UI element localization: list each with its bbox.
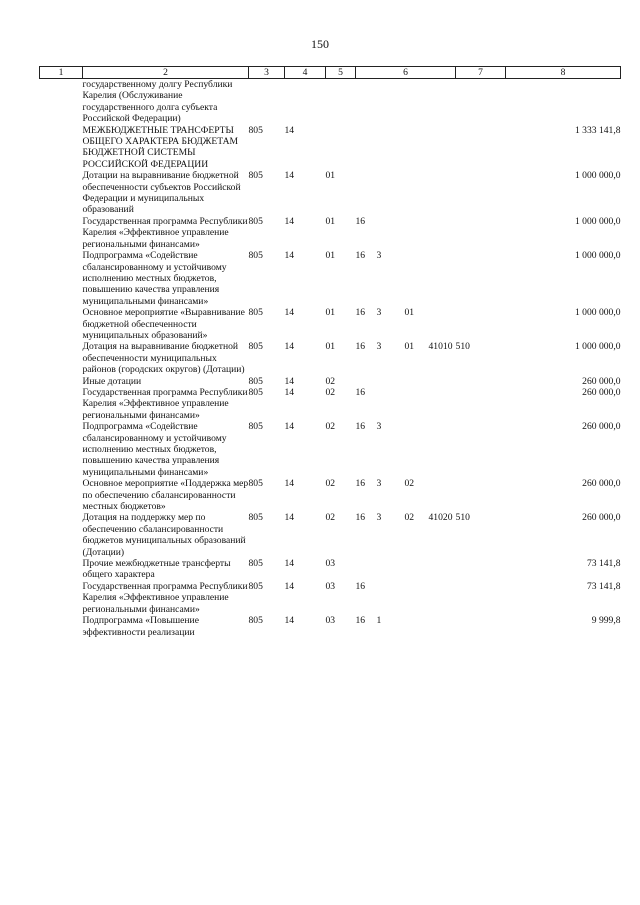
code-subsection — [326, 125, 356, 171]
code-program — [356, 125, 377, 171]
code-ministry: 805 — [248, 215, 263, 227]
code-subsection: 01 — [325, 341, 336, 353]
table-row — [40, 376, 621, 387]
code-ministry — [249, 79, 285, 125]
table-row — [40, 512, 621, 558]
empty-cell — [40, 216, 83, 250]
code-subsection — [326, 79, 356, 125]
row-name: Основное мероприятие «Выравнивание бюджетной обеспеченности муниципальных образований» — [82, 307, 245, 341]
col-header-7: 7 — [456, 67, 506, 79]
table-row — [40, 421, 621, 478]
amount: 1 000 000,0 — [574, 170, 621, 182]
code-subsection: 01 — [325, 250, 336, 262]
code-event — [405, 125, 456, 171]
code-section: 14 — [284, 170, 295, 182]
table-body — [40, 79, 621, 638]
code-subsection: 02 — [325, 375, 336, 387]
code-expense-type — [456, 250, 506, 307]
row-name: Подпрограмма «Содействие сбалансированному и устойчивому исполнению местных бюджетов, повышению качества управления муниципальными финансами» — [82, 421, 227, 478]
code-subsection: 01 — [325, 215, 336, 227]
code-program: 16 — [355, 307, 366, 319]
code-expense-type — [456, 387, 506, 421]
code-event — [405, 307, 456, 341]
code-ministry: 805 — [248, 250, 263, 262]
code-expense-type: 510 — [455, 512, 470, 524]
empty-cell — [40, 478, 83, 512]
code-ministry: 805 — [248, 386, 263, 398]
row-name: Иные дотации — [82, 375, 142, 387]
code-program — [356, 558, 377, 581]
code-section: 14 — [284, 615, 295, 627]
code-expense-type — [456, 125, 506, 171]
table-row — [40, 341, 621, 375]
code-subprogram — [377, 581, 405, 615]
code-expense-type — [456, 307, 506, 341]
amount: 260 000,0 — [582, 478, 621, 490]
row-name: Государственная программа Республики Карелия «Эффективное управление региональными финансами» — [82, 386, 248, 421]
col-header-5: 5 — [326, 67, 356, 79]
code-program: 16 — [355, 341, 366, 353]
code-subsection: 03 — [325, 580, 336, 592]
code-event-number: 02 — [404, 478, 415, 490]
row-name: Подпрограмма «Повышение эффективности реализации — [82, 615, 199, 638]
code-program: 16 — [355, 386, 366, 398]
empty-cell — [40, 558, 83, 581]
row-name: МЕЖБЮДЖЕТНЫЕ ТРАНСФЕРТЫ ОБЩЕГО ХАРАКТЕРА БЮДЖЕТАМ БЮДЖЕТНОЙ СИСТЕМЫ РОССИЙСКОЙ ФЕДЕРАЦИИ — [82, 124, 239, 170]
code-subprogram: 3 — [376, 307, 382, 319]
code-ministry: 805 — [248, 124, 263, 136]
code-expense-type — [456, 421, 506, 478]
code-ministry: 805 — [248, 307, 263, 319]
col-header-6: 6 — [356, 67, 456, 79]
code-program: 16 — [355, 215, 366, 227]
empty-cell — [40, 341, 83, 375]
code-expense-type — [456, 216, 506, 250]
code-subprogram: 3 — [376, 421, 382, 433]
row-name: Государственная программа Республики Карелия «Эффективное управление региональными финансами» — [82, 215, 248, 250]
code-expense-type — [456, 376, 506, 387]
amount: 1 333 141,8 — [574, 124, 621, 136]
code-subprogram: 3 — [376, 478, 382, 490]
code-event — [405, 170, 456, 216]
column-number-row — [40, 67, 621, 79]
code-subprogram — [377, 376, 405, 387]
row-name: государственному долгу Республики Карелия (Обслуживание государственного долга субъекта Российской Федерации) — [82, 79, 233, 125]
empty-cell — [40, 615, 83, 638]
code-section: 14 — [284, 421, 295, 433]
empty-cell — [40, 307, 83, 341]
code-subsection: 01 — [325, 170, 336, 182]
table-row — [40, 558, 621, 581]
empty-cell — [40, 79, 83, 125]
row-name: Государственная программа Республики Карелия «Эффективное управление региональными финансами» — [82, 580, 248, 615]
row-name: Дотация на выравнивание бюджетной обеспеченности муниципальных районов (городских округов) (Дотации) — [82, 341, 245, 376]
col-header-3: 3 — [249, 67, 285, 79]
code-expense-type — [456, 79, 506, 125]
amount — [506, 79, 621, 125]
amount: 260 000,0 — [582, 421, 621, 433]
code-subprogram — [377, 125, 405, 171]
code-section: 14 — [284, 307, 295, 319]
table-row — [40, 615, 621, 638]
empty-cell — [40, 170, 83, 216]
empty-cell — [40, 376, 83, 387]
code-program: 16 — [355, 615, 366, 627]
code-expense-type — [456, 581, 506, 615]
code-direction: 41020 — [428, 512, 453, 524]
code-event — [405, 581, 456, 615]
code-subprogram: 1 — [376, 615, 382, 627]
code-event-number: 01 — [404, 307, 415, 319]
empty-cell — [40, 581, 83, 615]
code-event — [405, 558, 456, 581]
code-expense-type — [456, 558, 506, 581]
code-program: 16 — [355, 250, 366, 262]
amount: 73 141,8 — [586, 558, 621, 570]
empty-cell — [40, 421, 83, 478]
empty-cell — [40, 250, 83, 307]
code-ministry: 805 — [248, 558, 263, 570]
code-expense-type — [456, 478, 506, 512]
code-section — [285, 79, 326, 125]
code-subprogram — [377, 79, 405, 125]
code-section: 14 — [284, 512, 295, 524]
code-expense-type: 510 — [455, 341, 470, 353]
table-row — [40, 307, 621, 341]
code-subsection: 03 — [325, 615, 336, 627]
table-row — [40, 478, 621, 512]
row-name: Подпрограмма «Содействие сбалансированному и устойчивому исполнению местных бюджетов, повышению качества управления муниципальными финансами» — [82, 250, 227, 307]
col-header-2: 2 — [83, 67, 249, 79]
code-event — [405, 512, 456, 558]
amount: 1 000 000,0 — [574, 215, 621, 227]
budget-table — [39, 66, 621, 638]
code-program — [356, 170, 377, 216]
code-section: 14 — [284, 341, 295, 353]
table-row — [40, 216, 621, 250]
table-row — [40, 581, 621, 615]
empty-cell — [40, 387, 83, 421]
table-row — [40, 170, 621, 216]
amount: 1 000 000,0 — [574, 307, 621, 319]
amount: 1 000 000,0 — [574, 250, 621, 262]
amount: 260 000,0 — [582, 386, 621, 398]
code-section: 14 — [284, 386, 295, 398]
code-subsection: 03 — [325, 558, 336, 570]
code-ministry: 805 — [248, 580, 263, 592]
row-name: Прочие межбюджетные трансферты общего характера — [82, 558, 231, 581]
row-name: Дотация на поддержку мер по обеспечению сбалансированности бюджетов муниципальных образований (Дотации) — [82, 512, 246, 558]
amount: 73 141,8 — [586, 580, 621, 592]
code-subsection: 02 — [325, 421, 336, 433]
code-ministry: 805 — [248, 170, 263, 182]
code-section: 14 — [284, 375, 295, 387]
code-section: 14 — [284, 558, 295, 570]
code-event — [405, 250, 456, 307]
code-ministry: 805 — [248, 375, 263, 387]
code-ministry: 805 — [248, 512, 263, 524]
code-ministry: 805 — [248, 478, 263, 490]
table-row — [40, 125, 621, 171]
empty-cell — [40, 512, 83, 558]
code-section: 14 — [284, 478, 295, 490]
code-event — [405, 341, 456, 375]
code-section: 14 — [284, 580, 295, 592]
amount: 1 000 000,0 — [574, 341, 621, 353]
code-expense-type — [456, 615, 506, 638]
col-header-1: 1 — [40, 67, 83, 79]
code-subsection: 02 — [325, 512, 336, 524]
row-name: Дотации на выравнивание бюджетной обеспеченности субъектов Российской Федерации и муниципальных образований — [82, 170, 241, 216]
table-row — [40, 387, 621, 421]
code-subprogram — [377, 170, 405, 216]
col-header-8: 8 — [506, 67, 621, 79]
table-row — [40, 79, 621, 125]
code-subprogram: 3 — [376, 341, 382, 353]
row-name: Основное мероприятие «Поддержка мер по обеспечению сбалансированности местных бюджетов» — [82, 478, 249, 513]
code-event-number: 01 — [404, 341, 415, 353]
code-direction: 41010 — [428, 341, 453, 353]
code-section: 14 — [284, 250, 295, 262]
code-subsection: 02 — [325, 386, 336, 398]
code-ministry: 805 — [248, 341, 263, 353]
code-ministry: 805 — [248, 421, 263, 433]
code-program: 16 — [355, 478, 366, 490]
table-row — [40, 250, 621, 307]
code-event — [405, 376, 456, 387]
page-number: 150 — [311, 37, 329, 51]
col-header-4: 4 — [285, 67, 326, 79]
code-section: 14 — [284, 124, 295, 136]
code-event — [405, 79, 456, 125]
code-section: 14 — [284, 215, 295, 227]
code-subprogram: 3 — [376, 512, 382, 524]
code-subprogram — [377, 216, 405, 250]
code-program: 16 — [355, 421, 366, 433]
code-event-number: 02 — [404, 512, 415, 524]
code-ministry: 805 — [248, 615, 263, 627]
code-event — [405, 615, 456, 638]
code-subprogram — [377, 558, 405, 581]
code-program: 16 — [355, 512, 366, 524]
amount: 9 999,8 — [591, 615, 621, 627]
code-event — [405, 421, 456, 478]
amount: 260 000,0 — [582, 512, 621, 524]
code-program — [356, 376, 377, 387]
code-subprogram — [377, 387, 405, 421]
code-program: 16 — [355, 580, 366, 592]
code-expense-type — [456, 170, 506, 216]
code-event — [405, 216, 456, 250]
code-event — [405, 387, 456, 421]
code-subsection: 02 — [325, 478, 336, 490]
code-subsection: 01 — [325, 307, 336, 319]
code-subprogram: 3 — [376, 250, 382, 262]
empty-cell — [40, 125, 83, 171]
code-event — [405, 478, 456, 512]
code-program — [356, 79, 377, 125]
amount: 260 000,0 — [582, 375, 621, 387]
